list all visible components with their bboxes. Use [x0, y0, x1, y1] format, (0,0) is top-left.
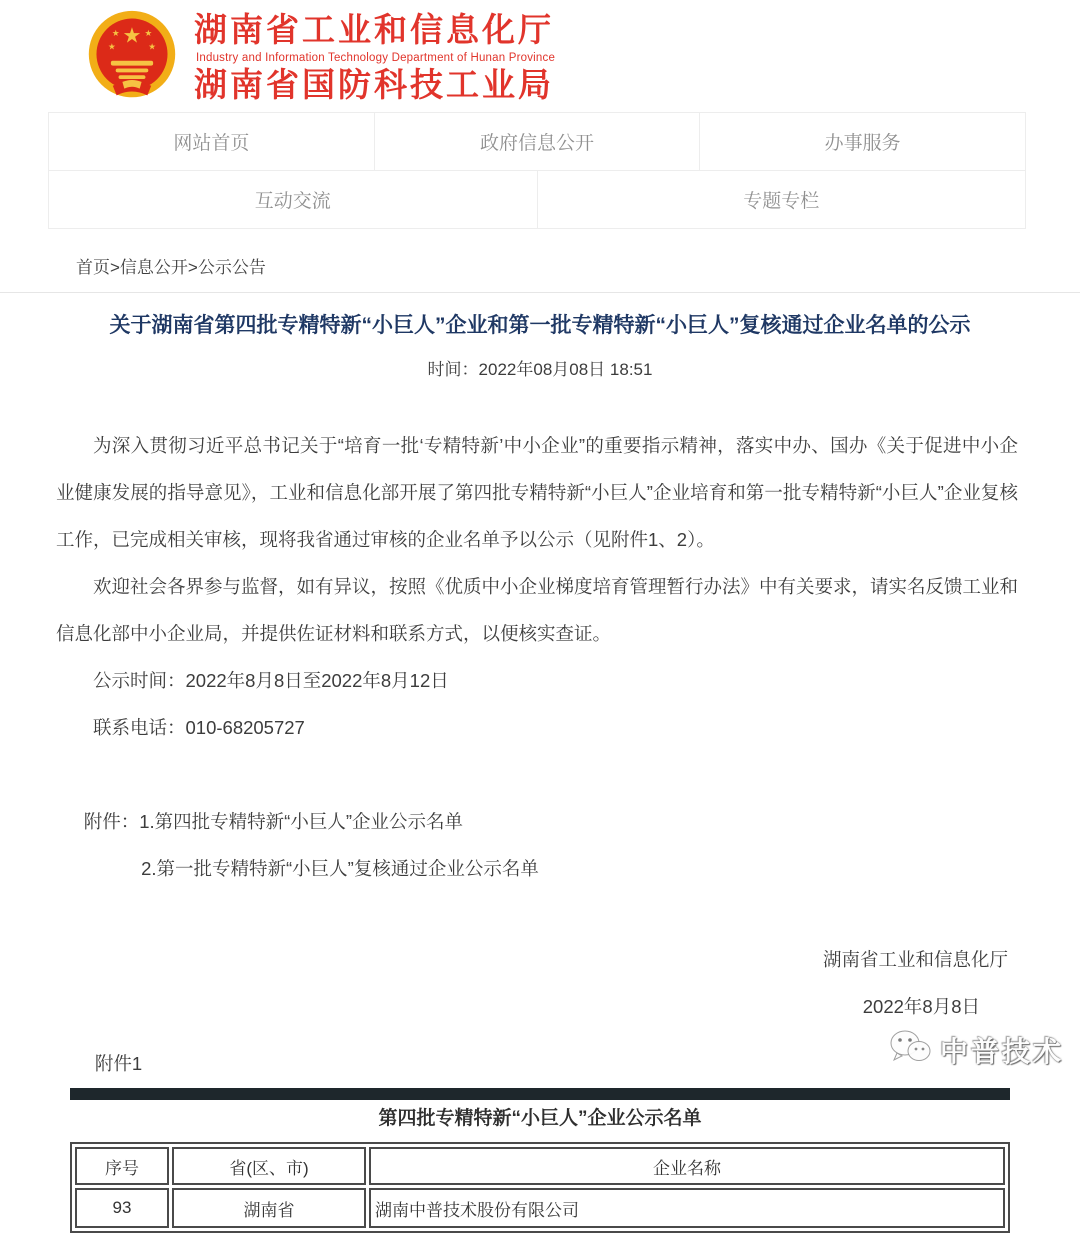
breadcrumb-divider [0, 292, 1080, 293]
site-header [0, 0, 1080, 112]
annex-label: 附件1 [94, 1053, 143, 1075]
publish-time: 时间：2022年08月08日 18:51 [427, 360, 653, 380]
svg-text:★: ★ [122, 24, 142, 48]
attachment-item-2: 2.第一批专精特新“小巨人”复核通过企业公示名单 [141, 858, 539, 880]
column-header-index: 序号 [75, 1147, 169, 1185]
cell-province: 湖南省 [172, 1188, 366, 1228]
attachment-item-1: 附件：1.第四批专精特新“小巨人”企业公示名单 [83, 811, 464, 833]
annex-table-title: 第四批专精特新“小巨人”企业公示名单 [378, 1108, 702, 1130]
svg-text:★: ★ [144, 27, 153, 38]
nav-item-gov-info[interactable]: 政府信息公开 [375, 113, 701, 170]
svg-text:★: ★ [107, 40, 116, 51]
table-row [75, 1188, 1005, 1228]
nav-item-interaction[interactable]: 互动交流 [49, 171, 538, 228]
page-title: 关于湖南省第四批专精特新“小巨人”企业和第一批专精特新“小巨人”复核通过企业名单的公示 [109, 314, 971, 337]
paragraph-2: 欢迎社会各界参与监督，如有异议，按照《优质中小企业梯度培育管理暂行办法》中有关要求，请实名反馈工业和信息化部中小企业局，并提供佐证材料和联系方式，以便核实查证。 [56, 576, 1019, 645]
attachments [56, 798, 1018, 892]
column-header-company: 企业名称 [369, 1147, 1005, 1185]
column-header-province: 省(区、市) [172, 1147, 366, 1185]
article-body [56, 422, 1018, 1087]
table-header-row [75, 1147, 1005, 1185]
national-emblem-icon [84, 7, 180, 110]
org-name-line2: 湖南省国防科技工业局 [194, 66, 554, 104]
cell-company: 湖南中普技术股份有限公司 [369, 1188, 1005, 1228]
cell-index: 93 [75, 1188, 169, 1228]
contact-phone: 联系电话：010-68205727 [93, 717, 305, 739]
nav-row-1 [49, 113, 1025, 170]
nav-item-special-topics[interactable]: 专题专栏 [743, 191, 820, 212]
org-name-line1: 湖南省工业和信息化厅 [194, 11, 554, 49]
main-nav [48, 112, 1026, 229]
publicity-period: 公示时间：2022年8月8日至2022年8月12日 [93, 670, 449, 692]
paragraph-1: 为深入贯彻习近平总书记关于“培育一批‘专精特新’中小企业”的重要指示精神，落实中办、国办《关于促进中小企业健康发展的指导意见》，工业和信息化部开展了第四批专精特新“小巨人”企业培育和第一批专精特新“小巨人”企业复核工作，已完成相关审核，现将我省通过审核的企业名单予以公示（见附件1、2）。 [56, 435, 1018, 551]
signature-date: 2022年8月8日 [862, 996, 980, 1018]
nav-row-2 [49, 170, 1025, 228]
svg-text:★: ★ [148, 40, 157, 51]
cutoff-dark-bar [70, 1088, 1010, 1100]
svg-text:★: ★ [111, 27, 120, 38]
nav-item-services[interactable]: 办事服务 [824, 133, 901, 154]
breadcrumb[interactable]: 首页>信息公开>公示公告 [76, 258, 266, 277]
org-titles [194, 12, 555, 103]
watermark-text: 中普技术 [939, 1035, 1064, 1067]
signature-block [56, 936, 1018, 1030]
signature-org: 湖南省工业和信息化厅 [822, 949, 1008, 971]
nav-item-home[interactable]: 网站首页 [49, 113, 375, 170]
org-name-english: Industry and Information Technology Department of Hunan Province [196, 51, 556, 64]
annex-table [70, 1142, 1010, 1233]
